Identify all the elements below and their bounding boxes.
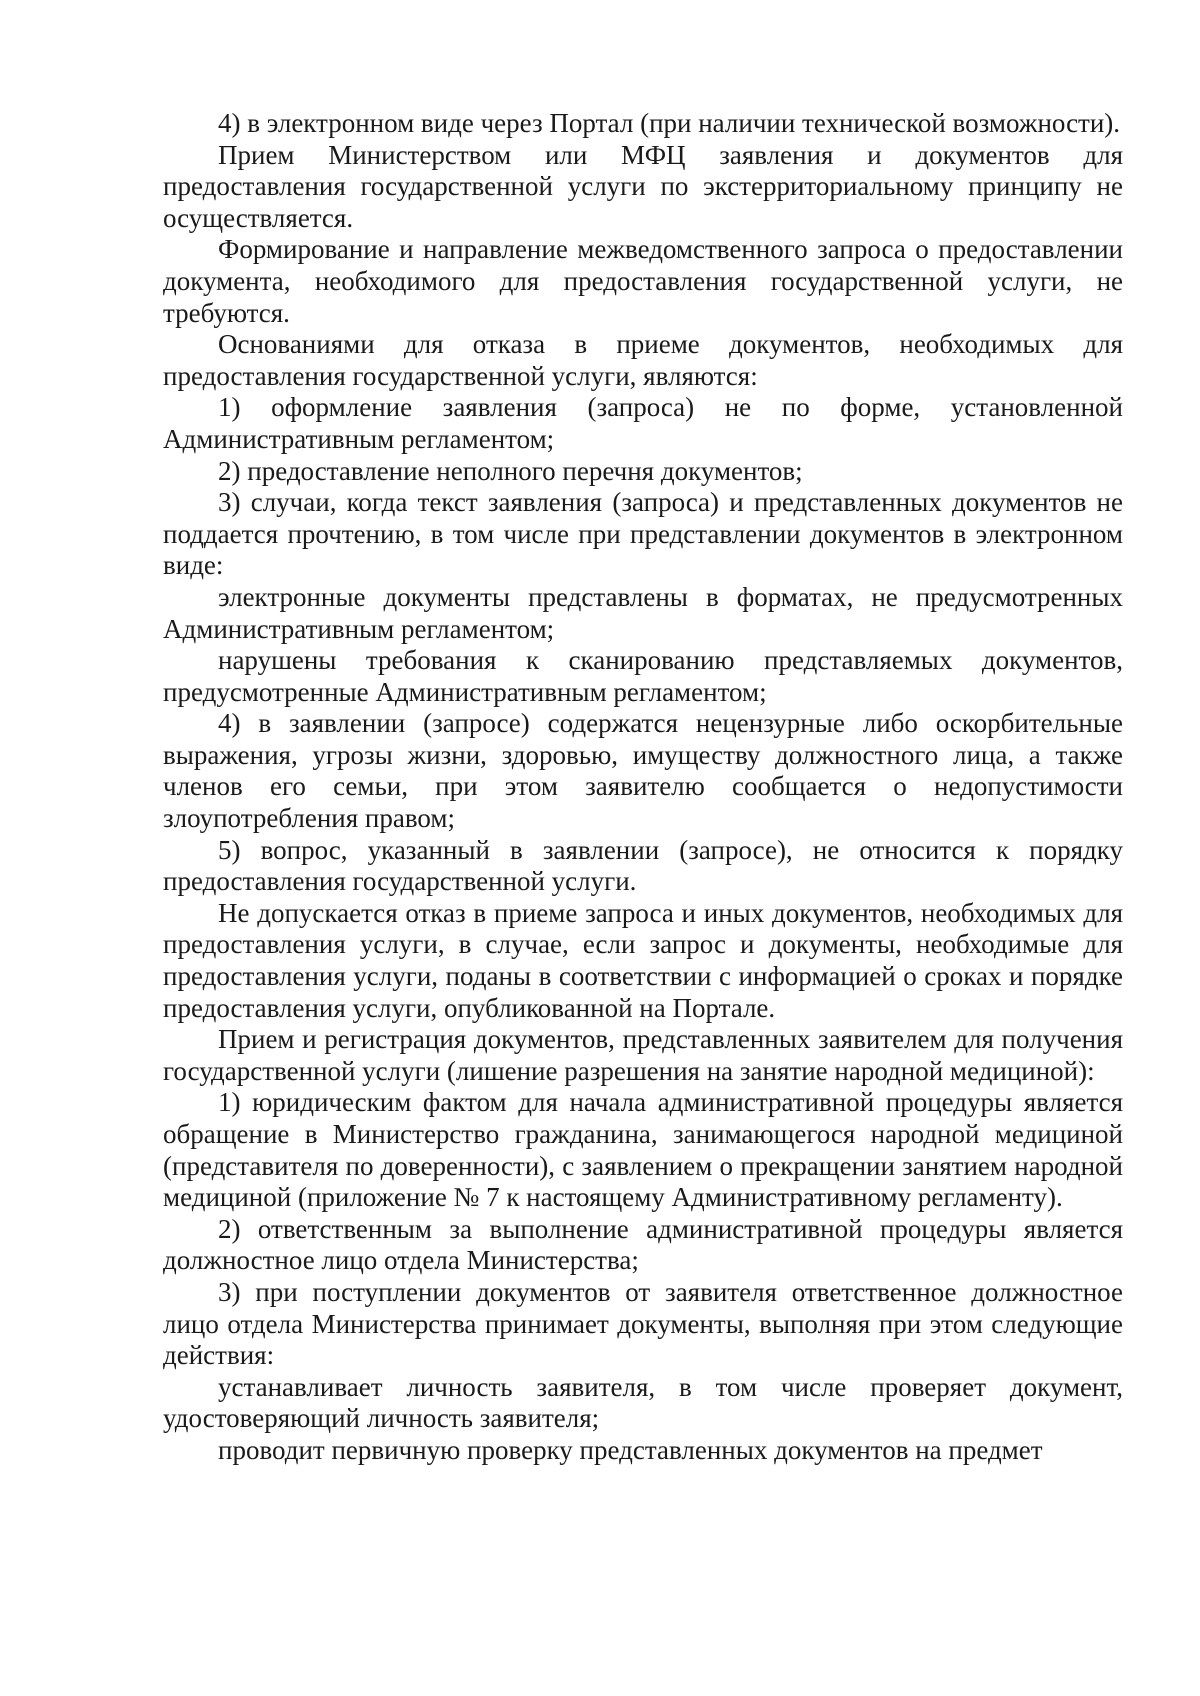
paragraph: электронные документы представлены в форматах, не предусмотренных Административным регламентом; <box>163 581 1123 644</box>
paragraph: Прием Министерством или МФЦ заявления и документов для предоставления государственной услуги по экстерриториальному принципу не осуществляется. <box>163 139 1123 233</box>
paragraph: устанавливает личность заявителя, в том числе проверяет документ, удостоверяющий личность заявителя; <box>163 1371 1123 1434</box>
paragraph: проводит первичную проверку представленных документов на предмет <box>218 1434 1043 1465</box>
list-item: 1) оформление заявления (запроса) не по форме, установленной Административным регламентом; <box>163 392 1123 454</box>
list-item: 4) в заявлении (запросе) содержатся нецензурные либо оскорбительные выражения, угрозы жизни, здоровью, имуществу должностного лица, а также членов его семьи, при этом заявителю сообщается о недопустимости злоупотребления правом; <box>163 708 1123 834</box>
paragraph: 4) в электронном виде через Портал (при наличии технической возможности). <box>218 108 1121 138</box>
list-item: 2) предоставление неполного перечня документов; <box>218 455 803 486</box>
paragraph: Формирование и направление межведомственного запроса о предоставлении документа, необходимого для предоставления государственной услуги, не требуются. <box>163 234 1123 328</box>
paragraph: Не допускается отказ в приеме запроса и иных документов, необходимых для предоставления услуги, в случае, если запрос и документы, необходимые для предоставления услуги, поданы в соответствии с информацией о сроках и порядке предоставления услуги, опубликованной на Портале. <box>163 897 1123 1023</box>
list-item: 2) ответственным за выполнение административной процедуры является должностное лицо отдела Министерства; <box>163 1213 1123 1276</box>
list-item: 3) при поступлении документов от заявителя ответственное должностное лицо отдела Министерства принимает документы, выполняя при этом следующие действия: <box>163 1276 1123 1371</box>
paragraph: нарушены требования к сканированию представляемых документов, предусмотренные Административным регламентом; <box>163 645 1123 707</box>
document-body <box>163 108 1123 1467</box>
paragraph: Прием и регистрация документов, представленных заявителем для получения государственной услуги (лишение разрешения на занятие народной медициной): <box>163 1024 1123 1086</box>
list-item: 1) юридическим фактом для начала административной процедуры является обращение в Министерство гражданина, занимающегося народной медициной (представителя по доверенности), с заявлением о прекращении занятием народной медициной (приложение № 7 к настоящему Административному регламенту). <box>163 1087 1123 1213</box>
list-item: 3) случаи, когда текст заявления (запроса) и представленных документов не поддается прочтению, в том числе при представлении документов в электронном виде: <box>163 487 1123 581</box>
paragraph: Основаниями для отказа в приеме документов, необходимых для предоставления государственной услуги, являются: <box>163 329 1123 391</box>
list-item: 5) вопрос, указанный в заявлении (запросе), не относится к порядку предоставления государственной услуги. <box>163 834 1123 897</box>
